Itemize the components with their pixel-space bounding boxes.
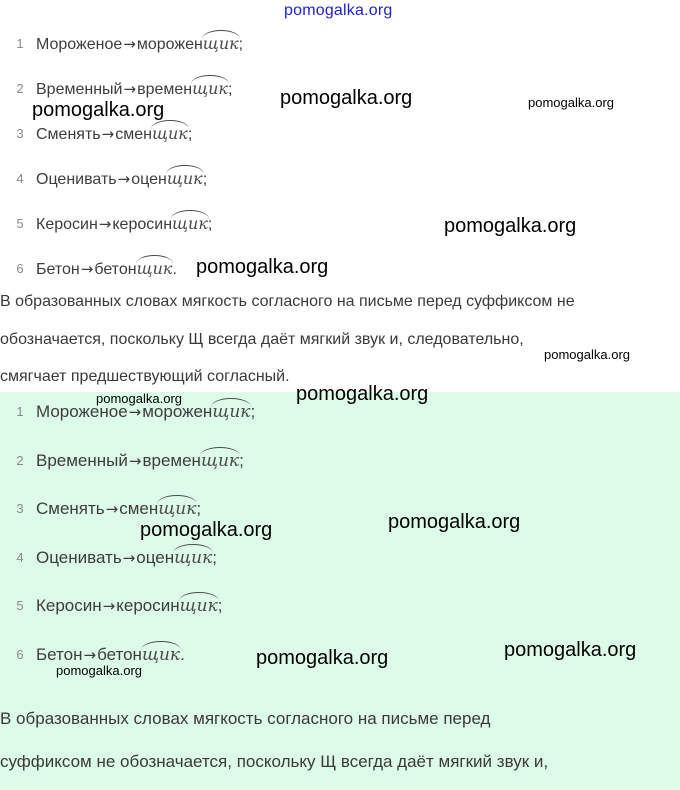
derived-stem: керосин [116,596,180,615]
word-formation [36,167,207,192]
bottom-paragraph-line: суффиксом не обозначается, поскольку Щ всегда даёт мягкий звук и, [0,752,549,771]
derived-stem: времен [142,450,201,470]
suffix-marked [180,596,218,616]
watermark: pomogalka.org [140,519,273,541]
top-paragraph-line: смягчает предшествующий согласный. [0,368,290,385]
arrow-icon: → [80,260,94,278]
suffix-marked [158,499,196,519]
list-item-number: 6 [16,261,24,276]
suffix-arc-icon [211,398,251,407]
suffix-marked [192,79,228,98]
base-word: Керосин [36,596,102,615]
arrow-icon: → [128,451,142,470]
list-item-number: 2 [16,81,24,96]
word-formation [36,546,217,570]
suffix-marked [137,259,173,278]
base-word: Керосин [36,216,98,233]
suffix-marked [167,169,203,188]
derived-stem: оцен [136,547,175,567]
list-item-number: 4 [16,549,24,565]
word-formation [36,32,243,57]
list-item-number: 4 [16,171,24,186]
suffix-text: щик [172,214,208,233]
arrow-icon: → [122,548,136,567]
derived-stem: морожен [142,402,213,421]
base-word: Временный [36,81,123,98]
suffix-text: щик [151,124,188,143]
top-paragraph-line: обозначается, поскольку Щ всегда даёт мягкий звук и, следовательно, [0,331,524,348]
punctuation: . [172,261,177,278]
word-formation [36,122,192,147]
watermark: pomogalka.org [256,647,389,669]
bottom-panel [0,392,680,790]
suffix-marked [203,34,239,53]
suffix-arc-icon [173,544,213,553]
base-word: Оценивать [36,171,117,188]
punctuation: ; [239,450,244,470]
derived-stem: смен [119,499,159,518]
arrow-icon: → [98,215,112,233]
list-item-number: 6 [16,646,24,662]
watermark: pomogalka.org [544,347,630,362]
watermark: pomogalka.org [56,663,142,678]
derived-stem: смен [115,126,152,143]
list-item-number: 1 [16,404,24,419]
list-item-number: 3 [16,501,24,516]
top-paragraph-line: В образованных словах мягкость согласного на письме перед суффиксом не [0,293,575,310]
suffix-arc-icon [157,495,197,504]
punctuation: ; [212,547,217,567]
punctuation: ; [227,81,233,98]
base-word: Оценивать [36,547,122,567]
watermark: pomogalka.org [280,87,413,109]
base-word: Временный [36,450,128,470]
base-word: Сменять [36,499,105,518]
arrow-icon: → [117,170,131,188]
derived-stem: морожен [136,36,203,53]
derived-stem: бетон [97,644,142,664]
suffix-text: щик [141,644,181,665]
punctuation: . [180,644,185,664]
word-formation [36,497,201,521]
list-item-number: 5 [16,598,24,613]
punctuation: ; [196,499,202,518]
suffix-arc-icon [141,641,181,650]
word-formation [36,257,177,282]
list-item-number: 3 [16,126,24,141]
suffix-marked [212,402,250,422]
watermark: pomogalka.org [196,256,329,278]
suffix-marked [174,548,212,568]
list-item-number: 5 [16,216,24,231]
punctuation: ; [217,596,223,615]
suffix-text: щик [174,547,213,568]
base-word: Мороженое [36,36,123,53]
word-formation [36,449,244,473]
arrow-icon: → [101,125,115,143]
suffix-arc-icon [136,255,174,264]
watermark: pomogalka.org [504,639,637,661]
watermark: pomogalka.org [528,95,614,110]
suffix-text: щик [158,499,197,519]
list-item-number: 1 [16,36,24,51]
arrow-icon: → [128,403,142,421]
word-formation [36,212,212,237]
punctuation: ; [187,126,193,143]
suffix-text: щик [212,402,251,422]
bottom-paragraph-line: В образованных словах мягкость согласного на письме перед [0,709,491,728]
base-word: Сменять [36,126,101,143]
top-panel [0,0,680,392]
suffix-text: щик [200,450,240,471]
suffix-arc-icon [202,30,240,39]
watermark: pomogalka.org [296,383,429,405]
watermark: pomogalka.org [444,215,577,237]
arrow-icon: → [83,645,97,664]
derived-stem: керосин [112,216,173,233]
suffix-text: щик [166,169,203,188]
arrow-icon: → [123,80,137,98]
suffix-marked [152,124,188,143]
base-word: Бетон [36,644,83,664]
arrow-icon: → [102,597,116,615]
watermark: pomogalka.org [388,511,521,533]
suffix-marked [172,214,208,233]
arrow-icon: → [123,35,136,53]
suffix-arc-icon [171,210,209,219]
derived-stem: бетон [94,261,137,278]
watermark: pomogalka.org [32,99,165,121]
punctuation: ; [207,216,213,233]
watermark: pomogalka.org [96,391,182,406]
derived-stem: времен [137,81,193,98]
base-word: Мороженое [36,402,128,421]
suffix-arc-icon [166,165,204,174]
base-word: Бетон [36,261,80,278]
derived-stem: оцен [131,171,167,188]
suffix-text: щик [192,79,228,98]
suffix-marked [142,645,180,665]
suffix-arc-icon [200,447,240,456]
punctuation: ; [250,402,256,421]
word-formation [36,594,222,618]
suffix-arc-icon [191,75,229,84]
list-item-number: 2 [16,452,24,468]
suffix-marked [201,451,239,471]
punctuation: ; [202,171,208,188]
suffix-text: щик [136,259,173,278]
arrow-icon: → [105,500,119,518]
suffix-text: щик [202,34,239,53]
suffix-arc-icon [179,592,219,601]
punctuation: ; [238,36,244,53]
site-header-link[interactable]: pomogalka.org [284,2,393,19]
suffix-text: щик [179,596,218,616]
